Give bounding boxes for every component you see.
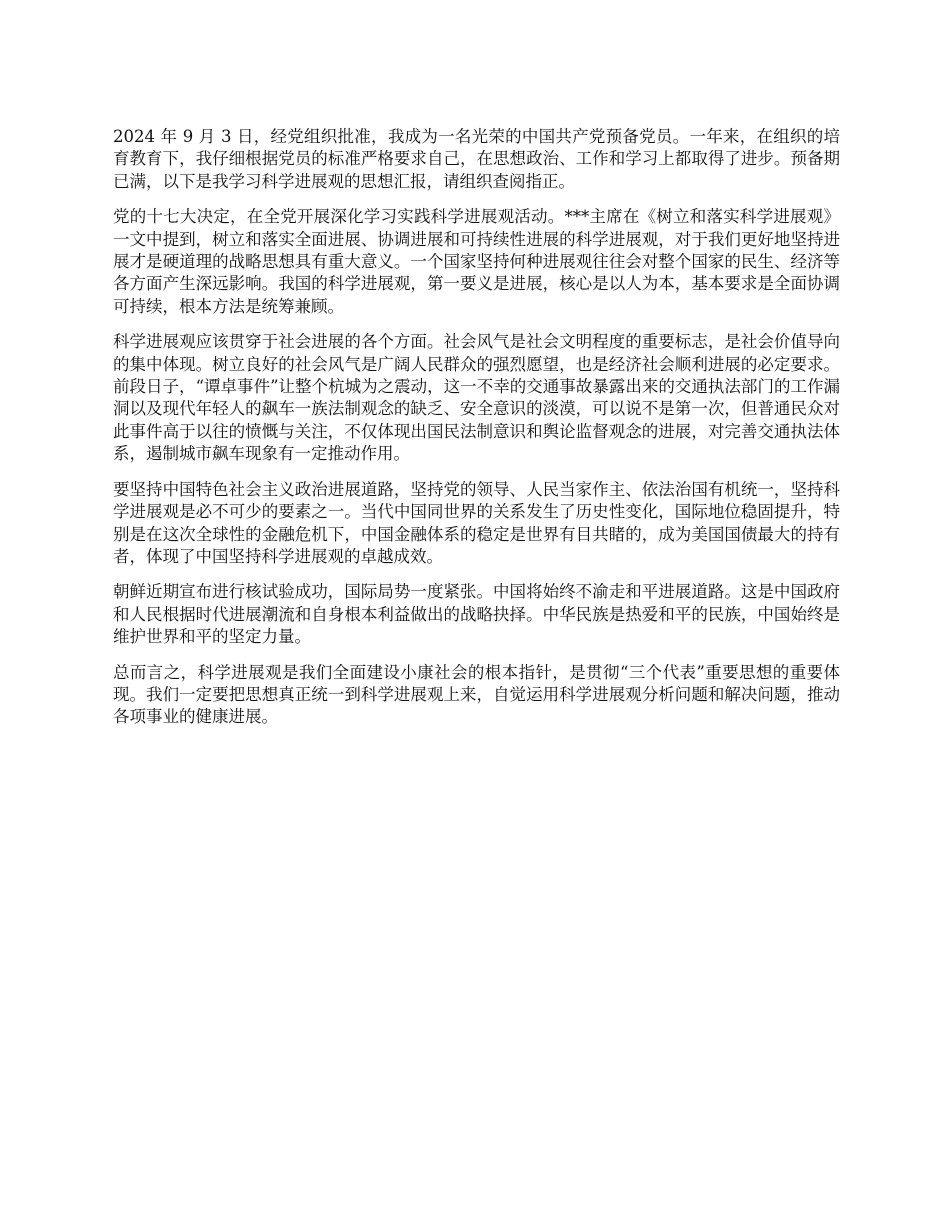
paragraph-6: 总而言之，科学进展观是我们全面建设小康社会的根本指针，是贯彻“三个代表”重要思想的重要体现。我们一定要把思想真正统一到科学进展观上来，自觉运用科学进展观分析问题和解决问题，推动各项事业的健康进展。 [113,662,840,727]
document-body [113,126,840,742]
paragraph-1: 2024 年 9 月 3 日，经党组织批准，我成为一名光荣的中国共产党预备党员。一年来，在组织的培育教育下，我仔细根据党员的标准严格要求自己，在思想政治、工作和学习上都取得了进步。预备期已满，以下是我学习科学进展观的思想汇报，请组织查阅指正。 [113,127,840,191]
paragraph-2: 党的十七大决定，在全党开展深化学习实践科学进展观活动。***主席在《树立和落实科学进展观》一文中提到，树立和落实全面进展、协调进展和可持续性进展的科学进展观，对于我们更好地坚持进展才是硬道理的战略思想具有重大意义。一个国家坚持何种进展观往往会对整个国家的民生、经济等各方面产生深远影响。我国的科学进展观，第一要义是进展，核心是以人为本，基本要求是全面协调可持续，根本方法是统筹兼顾。 [113,207,840,316]
paragraph-3: 科学进展观应该贯穿于社会进展的各个方面。社会风气是社会文明程度的重要标志，是社会价值导向的集中体现。树立良好的社会风气是广阔人民群众的强烈愿望，也是经济社会顺利进展的必定要求。前段日子，“谭卓事件”让整个杭城为之震动，这一不幸的交通事故暴露出来的交通执法部门的工作漏洞以及现代年轻人的飙车一族法制观念的缺乏、安全意识的淡漠，可以说不是第一次，但普通民众对此事件高于以往的愤慨与关注，不仅体现出国民法制意识和舆论监督观念的进展，对完善交通执法体系，遏制城市飙车现象有一定推动作用。 [113,332,840,464]
paragraph-5: 朝鲜近期宣布进行核试验成功，国际局势一度紧张。中国将始终不渝走和平进展道路。这是中国政府和人民根据时代进展潮流和自身根本利益做出的战略抉择。中华民族是热爱和平的民族，中国始终是维护世界和平的坚定力量。 [113,582,840,647]
paragraph-4: 要坚持中国特色社会主义政治进展道路，坚持党的领导、人民当家作主、依法治国有机统一，坚持科学进展观是必不可少的要素之一。当代中国同世界的关系发生了历史性变化，国际地位稳固提升，特别是在这次全球性的金融危机下，中国金融体系的稳定是世界有目共睹的，成为美国国债最大的持有者，体现了中国坚持科学进展观的卓越成效。 [113,479,840,566]
